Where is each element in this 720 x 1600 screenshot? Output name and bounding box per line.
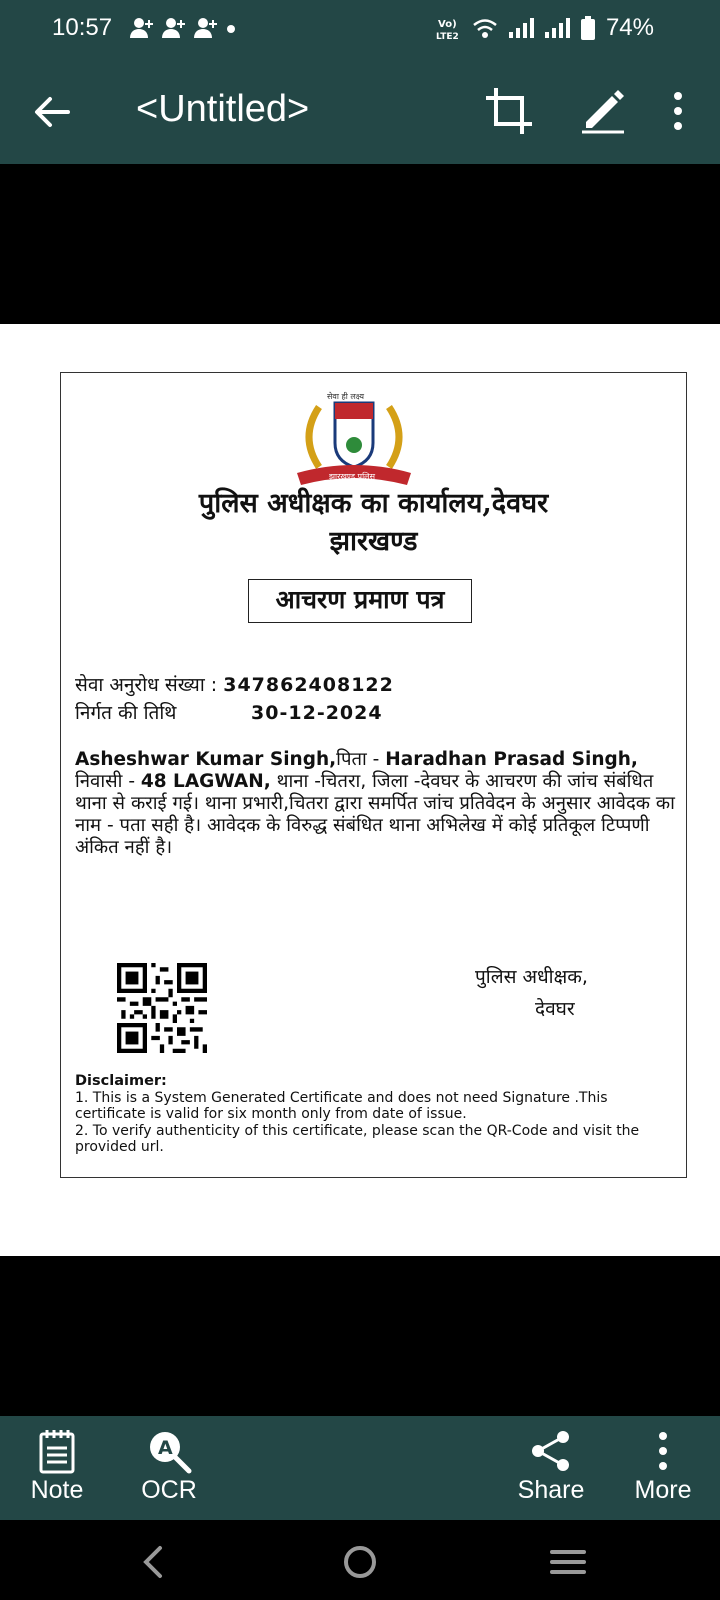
character-certificate [60,372,687,1178]
disclaimer-title: Disclaimer: [75,1073,167,1089]
dot-icon [226,17,236,39]
note-icon [34,1428,80,1474]
body-text: थाना -चितरा, जिला -देवघर के आचरण की जांच संबंधित थाना से कराई गई। थाना प्रभारी,चितरा द्वारा समर्पित जांच प्रतिवेदन के अनुसार आवेदक का नाम - पता सही है। आवेदक के विरुद्ध संबंधित थाना अभिलेख में कोई प्रतिकूल टिप्पणी अंकित नहीं है। [75,771,675,858]
signal-icon [544,16,570,40]
disclaimer-item-2: 2. To verify authenticity of this certificate, please scan the QR-Code and visit the provided url. [75,1122,640,1155]
more-label: More [634,1476,692,1504]
disclaimer [75,1073,675,1156]
nav-home-icon[interactable] [338,1540,382,1584]
ocr-label: OCR [141,1476,197,1504]
issue-label: निर्गत की तिथि [75,702,177,724]
note-button[interactable] [16,1416,98,1520]
nav-back-icon[interactable] [132,1540,176,1584]
document-viewer[interactable] [0,164,720,1416]
applicant-name: Asheshwar Kumar Singh, [75,749,337,770]
address-prefix: निवासी - [75,771,141,792]
wifi-icon [472,16,498,40]
issue-date: 30-12-2024 [251,702,383,724]
battery-icon [580,15,596,41]
request-number-row [75,671,394,697]
request-label: सेवा अनुरोध संख्या : [75,674,218,696]
share-button[interactable] [504,1416,598,1520]
person-add-icon [130,17,154,39]
request-number: 347862408122 [223,674,394,696]
back-arrow-icon[interactable] [30,90,74,134]
document-page[interactable] [0,324,720,1256]
app-bar [0,60,720,164]
ocr-search-icon [146,1428,192,1474]
qr-code-icon [117,963,207,1053]
note-label: Note [30,1476,84,1504]
crop-icon[interactable] [484,86,534,136]
issue-date-row [75,699,383,725]
person-add-icon [194,17,218,39]
ocr-button[interactable] [128,1416,210,1520]
father-label: पिता - [336,749,386,770]
status-bar [0,0,720,60]
signatory-place: देवघर [535,998,575,1020]
document-title[interactable]: <Untitled> [136,88,310,130]
person-add-icon [162,17,186,39]
status-time: 10:57 [52,14,113,41]
bottom-action-bar [0,1416,720,1520]
police-emblem-icon [289,387,419,491]
system-nav-bar [0,1520,720,1600]
edit-pencil-icon[interactable] [578,86,628,136]
emblem-banner: झारखण्ड पुलिस [329,472,376,481]
more-vertical-icon [640,1428,686,1474]
disclaimer-item-1: 1. This is a System Generated Certificate and does not need Signature .This certificate is valid for six month only from date of issue. [75,1089,608,1122]
svg-text:LTE2: LTE2 [435,32,459,41]
father-name: Haradhan Prasad Singh, [385,749,638,770]
share-label: Share [517,1476,585,1504]
status-right-icons [436,14,654,42]
share-icon [528,1428,574,1474]
emblem-motto: सेवा ही लक्ष्य [327,392,364,401]
svg-text:Vo): Vo) [437,19,457,30]
battery-percent: 74% [605,14,654,41]
office-name: पुलिस अधीक्षक का कार्यालय,देवघर [198,488,549,519]
address: 48 LAGWAN, [140,771,271,792]
volte-icon [436,15,462,41]
more-button[interactable] [616,1416,710,1520]
svg-text:A: A [158,1437,173,1459]
more-vertical-icon[interactable] [666,86,690,136]
certificate-heading: आचरण प्रमाण पत्र [248,579,472,623]
status-notification-icons [130,17,236,39]
signal-icon [508,16,534,40]
office-state: झारखण्ड [329,526,418,557]
nav-recents-icon[interactable] [546,1540,590,1584]
certificate-body [75,749,675,859]
signatory-title: पुलिस अधीक्षक, [475,966,588,988]
